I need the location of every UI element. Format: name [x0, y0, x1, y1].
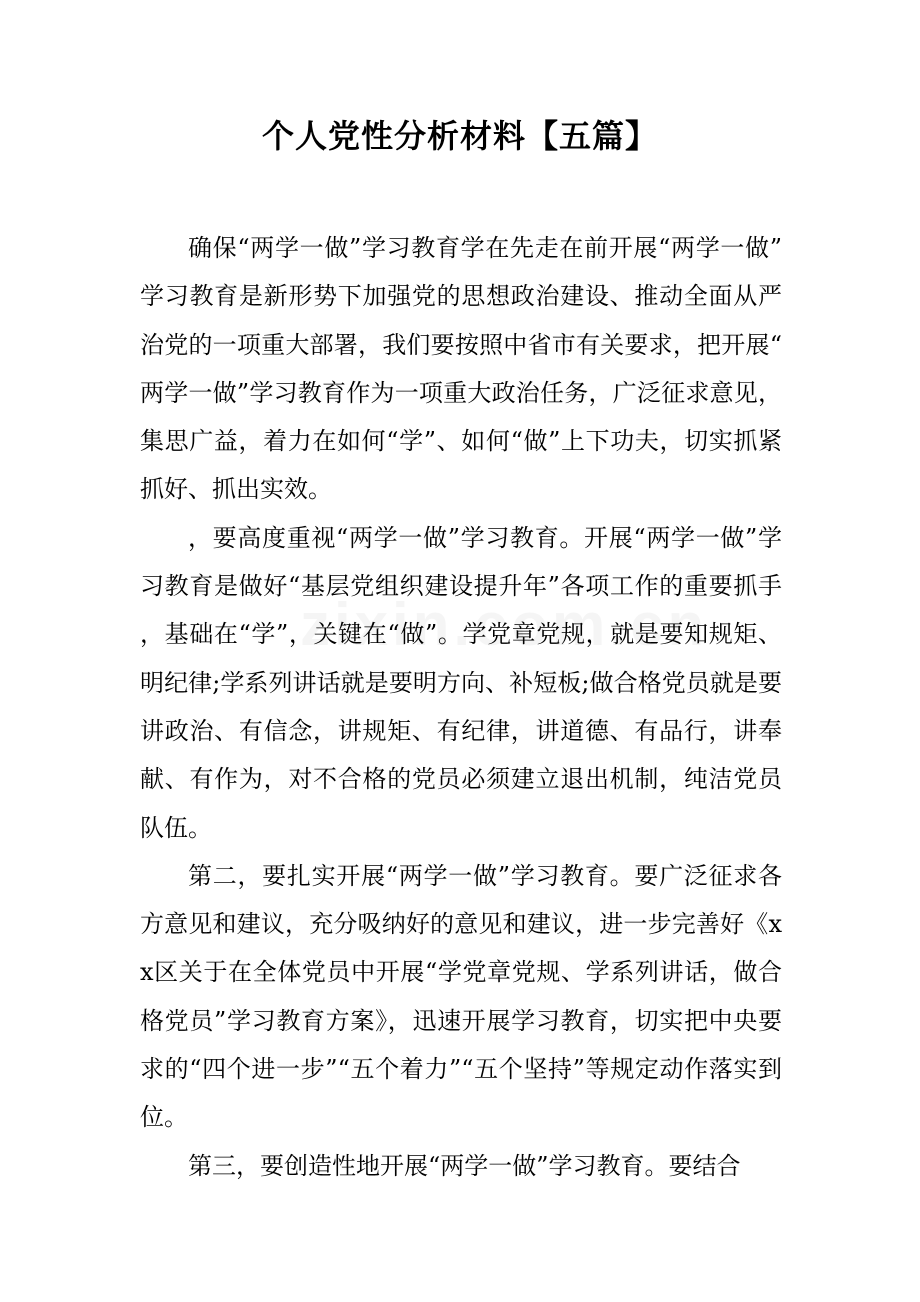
document-title: 个人党性分析材料【五篇】 [261, 117, 658, 155]
document-body [140, 224, 782, 1190]
paragraph-4: 第三，要创造性地开展“两学一做”学习教育。要结合 [188, 1151, 741, 1180]
paragraph-2: ，要高度重视“两学一做”学习教育。开展“两学一做”学习教育是做好“基层党组织建设提升年”各项工作的重要抓手，基础在“学”，关键在“做”。学党章党规，就是要知规矩、明纪律;学系列讲话就是要明方向、补短板;做合格党员就是要讲政治、有信念，讲规矩、有纪律，讲道德、有品行，讲奉献、有作为，对不合格的党员必须建立退出机制，纯洁党员队伍。 [140, 523, 782, 842]
paragraph-1: 确保“两学一做”学习教育学在先走在前开展“两学一做”学习教育是新形势下加强党的思想政治建设、推动全面从严治党的一项重大部署，我们要按照中省市有关要求，把开展“两学一做”学习教育作为一项重大政治任务，广泛征求意见，集思广益，着力在如何“学”、如何“做”上下功夫，切实抓紧抓好、抓出实效。 [140, 234, 782, 504]
paragraph-3: 第二，要扎实开展“两学一做”学习教育。要广泛征求各方意见和建议，充分吸纳好的意见和建议，进一步完善好《xx区关于在全体党员中开展“学党章党规、学系列讲话，做合格党员”学习教育方案》，迅速开展学习教育，切实把中央要求的“四个进一步”“五个着力”“五个坚持”等规定动作落实到位。 [140, 861, 782, 1132]
